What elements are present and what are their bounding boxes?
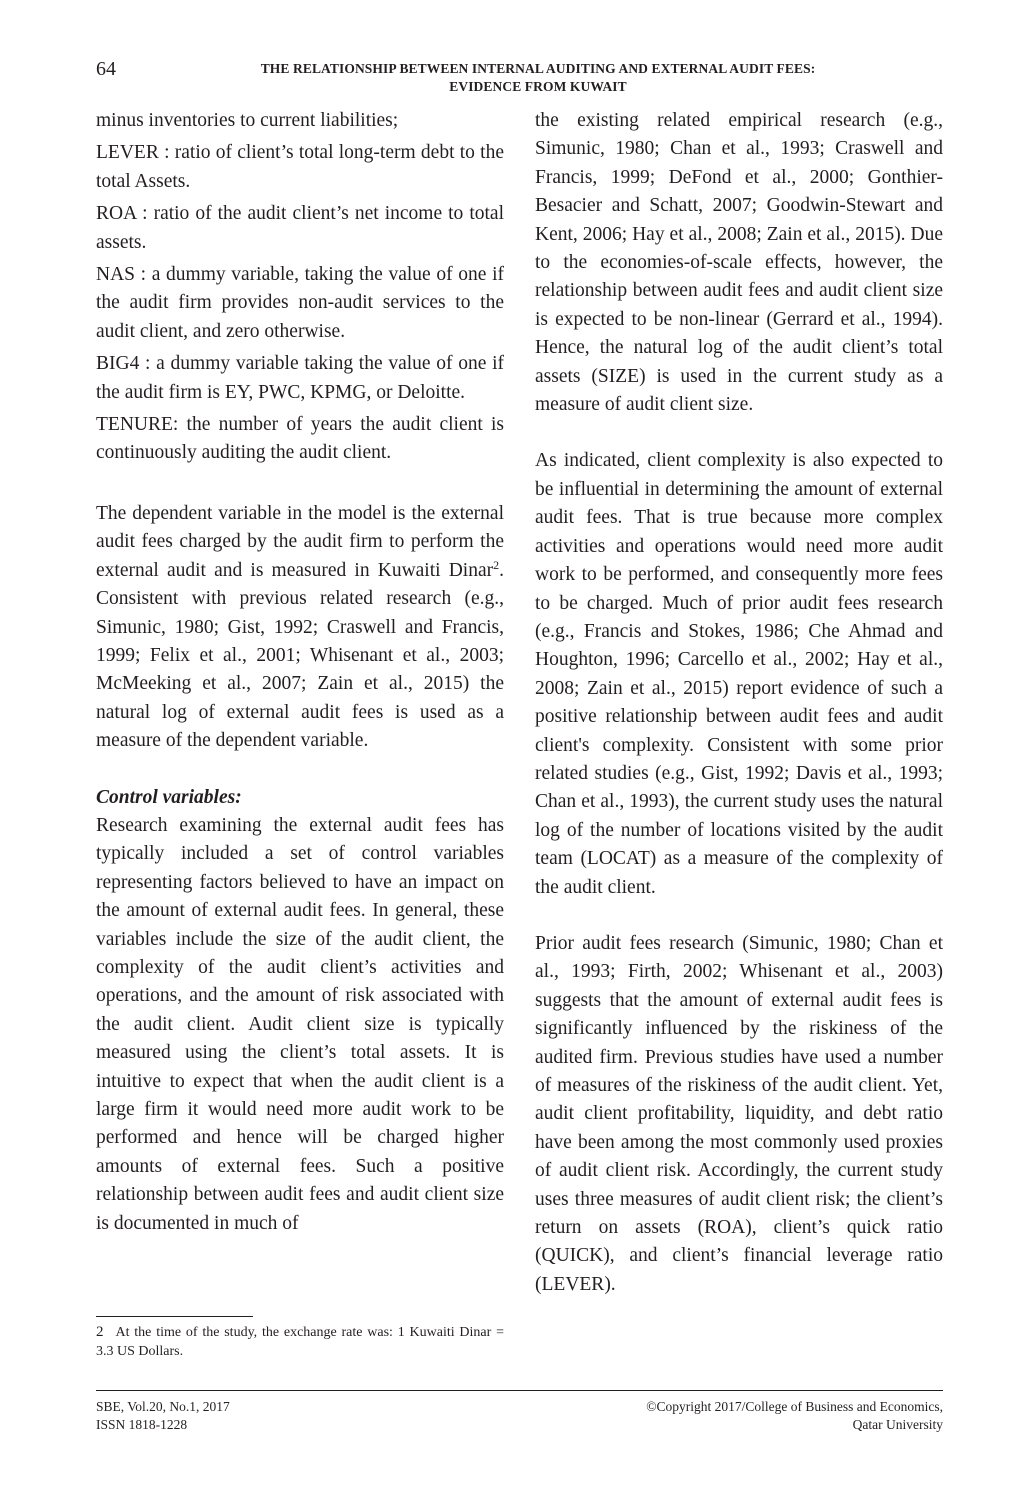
complexity-paragraph: As indicated, client complexity is also expected to be influential in determining the amount of external audit fees. That is true because more complex activities and operations would need more audit work to be performed, and consequently more fees to be charged. Much of prior audit fees research (e.g., Francis and Stokes, 1986; Che Ahmad and Houghton, 1996; Carcello et al., 2002; Hay et al., 2008; Zain et al., 2015) report evidence of such a positive relationship between audit fees and audit client's complexity. Consistent with some prior related studies (e.g., Gist, 1992; Davis et al., 1993; Chan et al., 1993), the current study uses the natural log of the number of locations visited by the audit team (LOCAT) as a measure of the complexity of the audit client. <box>535 450 943 898</box>
issn: ISSN 1818-1228 <box>96 1417 188 1432</box>
variable-definition-tenure: TENURE: the number of years the audit client is continuously auditing the audit client. <box>96 414 504 464</box>
copyright: ©Copyright 2017/College of Business and Economics, <box>646 1399 943 1414</box>
footnote-text: At the time of the study, the exchange rate was: 1 Kuwaiti Dinar = 3.3 US Dollars. <box>96 1325 504 1359</box>
control-variables-paragraph: Research examining the external audit fees has typically included a set of control variables representing factors believed to have an impact on the amount of external audit fees. In general, these variables include the size of the audit client, the complexity of the audit client’s activities and operations, and the amount of risk associated with the audit client. Audit client size is typically measured using the client’s total assets. It is intuitive to expect that when the audit client is a large firm it would need more audit work to be performed and hence will be charged higher amounts of external fees. Such a positive relationship between audit fees and audit client size is documented in much of <box>96 814 504 1234</box>
footer-left <box>96 1398 230 1434</box>
footnote-mark: 2 <box>96 1324 104 1340</box>
dependent-text-1: The dependent variable in the model is the external audit fees charged by the audit firm to perform the external audit and is measured in Kuwaiti Dinar <box>96 502 504 581</box>
left-column <box>96 107 504 1238</box>
footer-right <box>560 1398 943 1434</box>
footnote-divider <box>96 1316 253 1317</box>
running-head <box>168 60 908 96</box>
variable-definition-nas: NAS : a dummy variable, taking the value of one if the audit firm provides non-audit services to the audit client, and zero otherwise. <box>96 264 504 342</box>
footnote-reference: 2 <box>493 557 500 572</box>
university: Qatar University <box>852 1417 943 1432</box>
running-head-line-1: THE RELATIONSHIP BETWEEN INTERNAL AUDITING AND EXTERNAL AUDIT FEES: <box>260 61 816 76</box>
running-head-line-2: EVIDENCE FROM KUWAIT <box>449 79 627 94</box>
dependent-variable-paragraph <box>96 500 504 756</box>
variable-definition: minus inventories to current liabilities; <box>96 110 399 131</box>
variable-definition-roa: ROA : ratio of the audit client’s net income to total assets. <box>96 203 504 253</box>
dependent-text-2: . Consistent with previous related research (e.g., Simunic, 1980; Gist, 1992; Craswell and Francis, 1999; Felix et al., 2001; Whisenant et al., 2003; McMeeking et al., 2007; Zain et al., 2015) the natural log of external audit fees is used as a measure of the dependent variable. <box>96 559 504 752</box>
footnote <box>96 1323 504 1361</box>
variable-definition-lever: LEVER : ratio of client’s total long-term debt to the total Assets. <box>96 142 504 192</box>
right-column <box>535 107 943 1299</box>
size-paragraph: the existing related empirical research (e.g., Simunic, 1980; Chan et al., 1993; Craswell and Francis, 1999; DeFond et al., 2000; Gonthier-Besacier and Schatt, 2007; Goodwin-Stewart and Kent, 2006; Hay et al., 2008; Zain et al., 2015). Due to the economies-of-scale effects, however, the relationship between audit fees and audit client size is expected to be non-linear (Gerrard et al., 1994). Hence, the natural log of the audit client’s total assets (SIZE) is used in the current study as a measure of audit client size. <box>535 110 943 416</box>
footer-divider <box>96 1390 943 1391</box>
journal-citation: SBE, Vol.20, No.1, 2017 <box>96 1399 230 1414</box>
risk-paragraph: Prior audit fees research (Simunic, 1980; Chan et al., 1993; Firth, 2002; Whisenant et al., 2003) suggests that the amount of external audit fees is significantly influenced by the riskiness of the audited firm. Previous studies have used a number of measures of the riskiness of the audit client. Yet, audit client profitability, liquidity, and debt ratio have been among the most commonly used proxies of audit client risk. Accordingly, the current study uses three measures of audit client risk; the client’s return on assets (ROA), client’s quick ratio (QUICK), and client’s financial leverage ratio (LEVER). <box>535 932 943 1295</box>
variable-definition-big4: BIG4 : a dummy variable taking the value of one if the audit firm is EY, PWC, KPMG, or Deloitte. <box>96 353 504 403</box>
section-heading: Control variables: <box>96 786 242 808</box>
page-number: 64 <box>96 58 116 80</box>
